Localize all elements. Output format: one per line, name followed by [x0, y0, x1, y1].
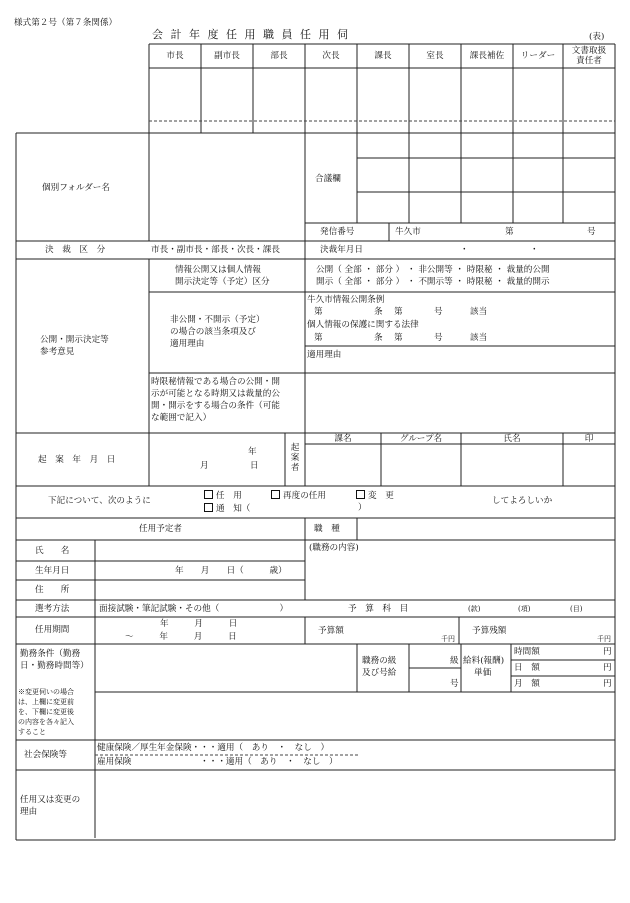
kessai-value: 市長・副市長・部長・次長・課長 — [151, 245, 280, 255]
col-group-name: グループ名 — [399, 434, 443, 444]
disclosure-sec3-line2: 示が可能となる時期又は裁量的公 — [151, 389, 280, 399]
grade-label-2: 及び号給 — [362, 668, 397, 678]
option-saido-label: 再度の任用 — [283, 491, 326, 501]
reason-label-1: 任用又は変更の — [20, 795, 81, 805]
tsuchi-close-paren: ） — [358, 503, 367, 513]
ordinance-1-gaito: 該当 — [470, 307, 488, 317]
approver-leader: リーダー — [520, 51, 556, 61]
grade-kyu: 級 — [450, 656, 459, 666]
form-number: 様式第２号（第７条関係） — [14, 18, 118, 28]
insurance-line-1: 健康保険／厚生年金保険・・・適用（ あり ・ なし ） — [97, 743, 330, 753]
method-value: 面接試験・筆記試験・その他（ ） — [99, 604, 289, 614]
request-tail: してよろしいか — [492, 496, 553, 506]
disclosure-sec2-line3: 適用理由 — [170, 339, 205, 349]
ordinance-1-jo: 条 — [374, 307, 383, 317]
send-no-label: 発信番号 — [320, 227, 355, 237]
approver-section-chief: 課長 — [374, 51, 392, 61]
pay-hourly-label: 時間額 — [514, 647, 540, 657]
kessai-date-dot-1: ・ — [460, 245, 469, 255]
kessai-date-label: 決裁年月日 — [320, 245, 363, 255]
method-label: 選考方法 — [35, 604, 70, 614]
consult-label: 合議欄 — [315, 174, 341, 184]
period-end: ～ 年 月 日 — [125, 632, 237, 642]
drafter-char-1: 起 — [290, 443, 300, 453]
ordinance-2-dai2: 第 — [394, 333, 403, 343]
pay-label-1: 給料(報酬) — [463, 656, 505, 666]
budget-rest-label: 予算残額 — [472, 626, 507, 636]
draft-date-label: 起 案 年 月 日 — [38, 455, 116, 465]
pay-monthly-yen: 円 — [603, 679, 612, 689]
budget-amount-label: 予算額 — [318, 626, 344, 636]
approver-mayor: 市長 — [166, 51, 184, 61]
checkbox-ninyo[interactable] — [204, 490, 213, 499]
conditions-note-3: を、下欄に変更後 — [18, 708, 74, 716]
disclosure-sec3-line3: 開・開示をする場合の条件（可能 — [151, 401, 280, 411]
birth-value: 年 月 日（ 歳） — [175, 566, 287, 576]
appointee-header: 任用予定者 — [139, 524, 182, 534]
budget-rest-unit: 千円 — [597, 635, 611, 643]
ordinance-2-gaito: 該当 — [470, 333, 488, 343]
budget-kan: (款) — [468, 605, 481, 613]
reason-label: 適用理由 — [307, 350, 342, 360]
disclosure-option-2: 開示（ 全部 ・ 部分 ） ・ 不開示等 ・ 時限秘 ・ 裁量的開示 — [316, 277, 550, 287]
pay-daily-yen: 円 — [603, 663, 612, 673]
budget-ko: (項) — [518, 605, 531, 613]
pay-label-2: 単価 — [474, 668, 492, 678]
disclosure-option-1: 公開（ 全部 ・ 部分 ） ・ 非公開等 ・ 時限秘 ・ 裁量的公開 — [316, 265, 550, 275]
disclosure-sec1-line2: 開示決定等（予定）区分 — [175, 277, 270, 287]
option-saido[interactable] — [271, 490, 326, 501]
conditions-note-1: ※変更伺いの場合 — [18, 688, 74, 696]
checkbox-henko[interactable] — [356, 490, 365, 499]
approver-doc-handler-1: 文書取扱 — [571, 46, 607, 56]
period-start: 年 月 日 — [160, 619, 238, 629]
ordinance-1-dai2: 第 — [394, 307, 403, 317]
kessai-label: 決 裁 区 分 — [45, 245, 106, 255]
period-label: 任用期間 — [35, 625, 70, 635]
pay-daily-label: 日 額 — [514, 663, 540, 673]
grade-go: 号 — [450, 679, 459, 689]
option-ninyo[interactable] — [204, 490, 242, 501]
col-person-name: 氏名 — [503, 434, 521, 444]
budget-item-label: 予 算 科 目 — [348, 604, 409, 614]
option-tsuchi[interactable] — [204, 503, 250, 514]
request-lead: 下記について、次のように — [48, 496, 151, 506]
checkbox-tsuchi[interactable] — [204, 503, 213, 512]
approver-deputy-director: 次長 — [322, 51, 340, 61]
insurance-line-2: 雇用保険 ・・・適用（ あり ・ なし ） — [97, 757, 338, 767]
col-seal: 印 — [584, 434, 594, 444]
approver-doc-handler-2: 責任者 — [576, 56, 602, 66]
approver-vice-mayor: 副市長 — [214, 51, 240, 61]
ordinance-2-go: 号 — [434, 333, 443, 343]
ordinance-2-jo: 条 — [374, 333, 383, 343]
disclosure-label-1: 公開・開示決定等 — [40, 335, 109, 345]
duties-label: (職務の内容) — [309, 543, 359, 553]
send-city: 牛久市 — [395, 227, 421, 237]
disclosure-label-2: 参考意見 — [40, 347, 75, 357]
draft-year: 年 — [248, 447, 257, 457]
ordinance-1-dai: 第 — [314, 307, 323, 317]
disclosure-sec1-line1: 情報公開又は個人情報 — [175, 265, 261, 275]
option-henko-label: 変 更 — [368, 491, 394, 501]
ordinance-1-go: 号 — [434, 307, 443, 317]
ordinance-2-dai: 第 — [314, 333, 323, 343]
kessai-date-dot-2: ・ — [530, 245, 539, 255]
birth-label: 生年月日 — [35, 566, 70, 576]
disclosure-sec2-line2: の場合の該当条項及び — [170, 327, 256, 337]
disclosure-sec3-line1: 時限秘情報である場合の公開・開 — [151, 377, 280, 387]
option-henko[interactable] — [356, 490, 394, 501]
pay-hourly-yen: 円 — [603, 647, 612, 657]
option-ninyo-label: 任 用 — [216, 491, 242, 501]
ordinance-1: 牛久市情報公開条例 — [307, 295, 385, 305]
grade-label-1: 職務の級 — [362, 656, 397, 666]
send-go: 号 — [587, 227, 596, 237]
col-section-name: 課名 — [334, 434, 352, 444]
form-title: 会 計 年 度 任 用 職 員 任 用 伺 — [152, 28, 350, 41]
name-label: 氏 名 — [35, 546, 70, 556]
option-tsuchi-label: 通 知（ — [216, 504, 251, 514]
side-mark: (表) — [589, 32, 605, 42]
pay-monthly-label: 月 額 — [514, 679, 540, 689]
send-dai: 第 — [505, 227, 514, 237]
drafter-char-2: 案 — [290, 453, 300, 463]
disclosure-sec3-line4: な範囲で記入） — [151, 413, 212, 423]
budget-moku: (目) — [570, 605, 583, 613]
checkbox-saido[interactable] — [271, 490, 280, 499]
ordinance-2: 個人情報の保護に関する法律 — [307, 320, 419, 330]
budget-amount-unit: 千円 — [441, 635, 455, 643]
approver-assistant-chief: 課長補佐 — [469, 51, 505, 61]
approver-office-chief: 室長 — [426, 51, 444, 61]
conditions-note-5: すること — [18, 728, 46, 736]
address-label: 住 所 — [35, 585, 70, 595]
draft-month: 月 — [200, 461, 209, 471]
reason-label-2: 理由 — [20, 807, 38, 817]
insurance-label: 社会保険等 — [24, 750, 67, 760]
drafter-char-3: 者 — [290, 463, 300, 473]
conditions-note-4: の内容を各々記入 — [18, 718, 74, 726]
conditions-note-2: は、上欄に変更前 — [18, 698, 74, 706]
approver-director: 部長 — [270, 51, 288, 61]
conditions-label-2: 日・勤務時間等） — [20, 661, 89, 671]
draft-day: 日 — [250, 461, 259, 471]
shokushu-label: 職 種 — [314, 524, 340, 534]
disclosure-sec2-line1: 非公開・不開示（予定） — [170, 315, 265, 325]
conditions-label-1: 勤務条件（勤務 — [20, 649, 81, 659]
folder-label: 個別フォルダー名 — [42, 183, 110, 193]
